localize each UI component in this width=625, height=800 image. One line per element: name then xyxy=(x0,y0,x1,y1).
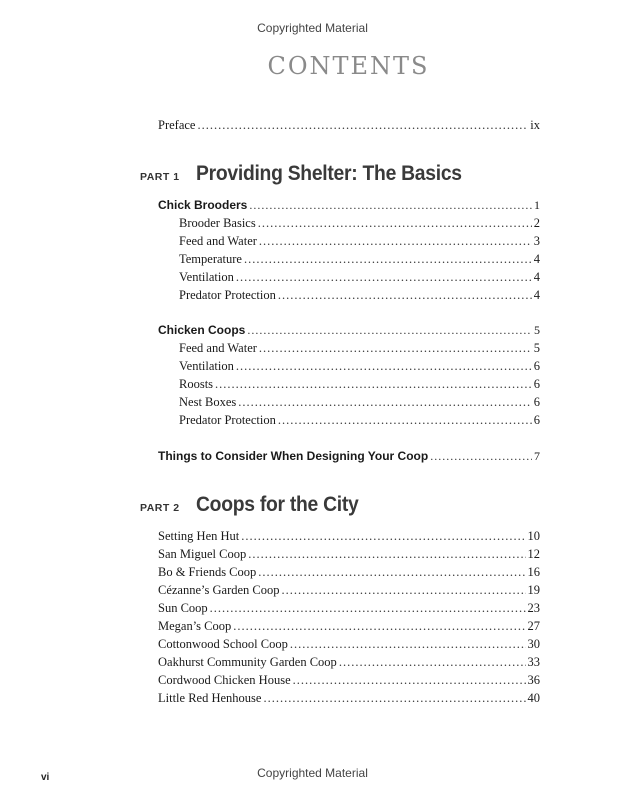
dot-leader xyxy=(258,565,525,580)
dot-leader xyxy=(249,198,532,213)
entry-label: Nest Boxes xyxy=(179,395,237,409)
part-1-heading xyxy=(140,162,484,186)
dot-leader xyxy=(244,252,532,267)
copyright-watermark-bottom: Copyrighted Material xyxy=(257,766,368,780)
entry-label: Chicken Coops xyxy=(158,323,246,337)
entry-label: Bo & Friends Coop xyxy=(158,565,257,579)
entry-page: 10 xyxy=(527,529,540,543)
entry-page: 1 xyxy=(534,198,540,212)
entry-label: Cordwood Chicken House xyxy=(158,673,291,687)
entry-page: 33 xyxy=(527,655,540,669)
entry-page: 27 xyxy=(527,619,540,633)
toc-entry[interactable] xyxy=(179,341,540,359)
entry-page: 5 xyxy=(533,341,540,355)
entry-page: 19 xyxy=(527,583,540,597)
toc-entry[interactable] xyxy=(158,529,540,547)
dot-leader xyxy=(278,413,532,428)
entry-label: Sun Coop xyxy=(158,601,208,615)
entry-label: Brooder Basics xyxy=(179,216,256,230)
page-title: CONTENTS xyxy=(267,52,430,80)
page-number: vi xyxy=(41,772,50,783)
entry-label: Little Red Henhouse xyxy=(158,691,262,705)
entry-label: Preface xyxy=(158,118,196,132)
dot-leader xyxy=(339,655,526,670)
dot-leader xyxy=(247,323,532,338)
toc-entry[interactable] xyxy=(158,637,540,655)
toc-entry[interactable] xyxy=(179,395,540,413)
entry-label: Things to Consider When Designing Your Coop xyxy=(158,449,429,463)
toc-entry[interactable] xyxy=(179,216,540,234)
entry-page: 23 xyxy=(527,601,540,615)
toc-entry[interactable] xyxy=(158,691,540,709)
dot-leader xyxy=(259,234,532,249)
entry-page: 6 xyxy=(533,377,540,391)
dot-leader xyxy=(215,377,532,392)
entry-page: 3 xyxy=(533,234,540,248)
entry-label: Oakhurst Community Garden Coop xyxy=(158,655,337,669)
part-2-heading xyxy=(140,493,372,517)
entry-page: 2 xyxy=(533,216,540,230)
entry-label: Temperature xyxy=(179,252,242,266)
entry-page: 5 xyxy=(534,323,540,337)
entry-page: 4 xyxy=(533,288,540,302)
entry-label: Predator Protection xyxy=(179,288,276,302)
dot-leader xyxy=(293,673,526,688)
toc-entry[interactable] xyxy=(179,270,540,288)
entry-label: Ventilation xyxy=(179,270,234,284)
toc-entry[interactable] xyxy=(158,619,540,637)
dot-leader xyxy=(259,341,532,356)
dot-leader xyxy=(263,691,525,706)
entry-page: 6 xyxy=(533,413,540,427)
dot-leader xyxy=(236,270,532,285)
entry-label: Feed and Water xyxy=(179,234,257,248)
entry-label: Feed and Water xyxy=(179,341,257,355)
toc-entry[interactable] xyxy=(179,252,540,270)
toc-entry[interactable] xyxy=(158,565,540,583)
toc-entry[interactable] xyxy=(179,234,540,252)
entry-label: Roosts xyxy=(179,377,214,391)
entry-page: 4 xyxy=(533,252,540,266)
entry-label: Chick Brooders xyxy=(158,198,248,212)
entry-label: Cottonwood School Coop xyxy=(158,637,288,651)
dot-leader xyxy=(282,583,526,598)
toc-entry-chick-brooders[interactable] xyxy=(158,198,540,216)
entry-page: 6 xyxy=(533,395,540,409)
toc-entry[interactable] xyxy=(179,288,540,306)
toc-entry-designing-coop[interactable] xyxy=(158,449,540,467)
dot-leader xyxy=(241,529,525,544)
entry-page: 12 xyxy=(527,547,540,561)
toc-entry-preface[interactable] xyxy=(158,118,540,136)
dot-leader xyxy=(197,118,528,133)
entry-label: Ventilation xyxy=(179,359,234,373)
dot-leader xyxy=(210,601,526,616)
dot-leader xyxy=(236,359,532,374)
toc-entry[interactable] xyxy=(158,655,540,673)
entry-label: Cézanne’s Garden Coop xyxy=(158,583,280,597)
toc-entry[interactable] xyxy=(179,359,540,377)
dot-leader xyxy=(233,619,525,634)
entry-page: 7 xyxy=(534,449,540,463)
entry-label: Megan’s Coop xyxy=(158,619,232,633)
dot-leader xyxy=(258,216,532,231)
entry-page: 4 xyxy=(533,270,540,284)
entry-page: 6 xyxy=(533,359,540,373)
entry-label: San Miguel Coop xyxy=(158,547,247,561)
toc-entry-chicken-coops[interactable] xyxy=(158,323,540,341)
toc-entry[interactable] xyxy=(179,377,540,395)
toc-entry[interactable] xyxy=(179,413,540,431)
dot-leader xyxy=(248,547,525,562)
dot-leader xyxy=(238,395,531,410)
entry-page: 16 xyxy=(527,565,540,579)
toc-entry[interactable] xyxy=(158,673,540,691)
dot-leader xyxy=(430,449,532,464)
entry-label: Predator Protection xyxy=(179,413,276,427)
entry-page: 36 xyxy=(527,673,540,687)
part-2-label: PART 2 xyxy=(140,502,180,514)
dot-leader xyxy=(290,637,526,652)
toc-entry[interactable] xyxy=(158,601,540,619)
part-1-title: Providing Shelter: The Basics xyxy=(195,162,462,185)
entry-page: 40 xyxy=(527,691,540,705)
entry-label: Setting Hen Hut xyxy=(158,529,240,543)
toc-entry[interactable] xyxy=(158,583,540,601)
entry-page: 30 xyxy=(527,637,540,651)
entry-page: ix xyxy=(530,118,540,132)
dot-leader xyxy=(278,288,532,303)
part-2-title: Coops for the City xyxy=(195,493,359,516)
copyright-watermark-top: Copyrighted Material xyxy=(257,21,368,35)
toc-entry[interactable] xyxy=(158,547,540,565)
part-1-label: PART 1 xyxy=(140,171,180,183)
